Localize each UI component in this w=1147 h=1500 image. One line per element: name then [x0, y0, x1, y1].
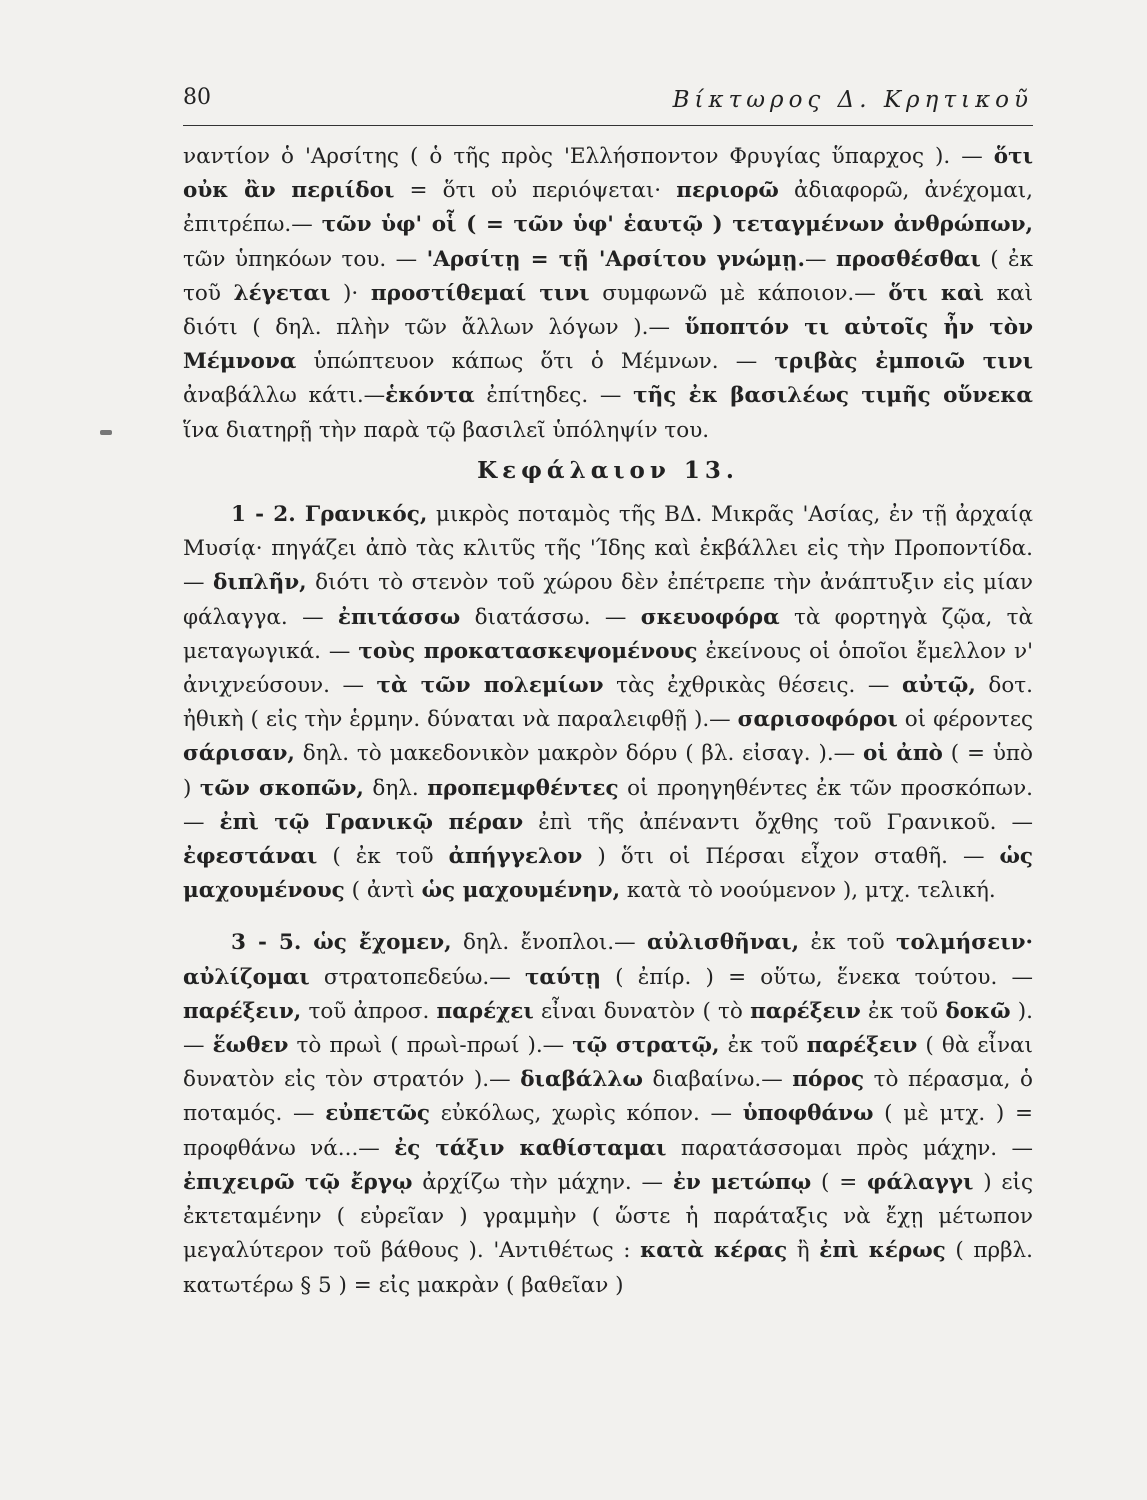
paragraph-1-2: 1 - 2. Γρανικός, μικρὸς ποταμὸς τῆς ΒΔ. Μικρᾶς 'Ασίας, ἐν τῇ ἀρχαίᾳ Μυσίᾳ· πηγάζει ἀπὸ τὰς κλιτῦς τῆς 'Ίδης καὶ ἐκβάλλει εἰς τὴν Προποντίδα. — διπλῆν, διότι τὸ στενὸν τοῦ χώρου δὲν ἐπέτρεπε τὴν ἀνάπτυξιν εἰς μίαν φάλαγγα. — ἐπιτάσσω διατάσσω. — σκευοφόρα τὰ φορτηγὰ ζῷα, τὰ μεταγωγικά. — τοὺς προκατασκεψομένους ἐκείνους οἱ ὁποῖοι ἔμελλον ν' ἀνιχνεύσουν. — τὰ τῶν πολεμίων τὰς ἐχθρικὰς θέσεις. — αὐτῷ, δοτ. ἠθικὴ ( εἰς τὴν ἑρμην. δύναται νὰ παραλειφθῇ ).— σαρισοφόροι οἱ φέροντες σάρισαν, δηλ. τὸ μακεδονικὸν μακρὸν δόρυ ( βλ. εἰσαγ. ).— οἱ ἀπὸ ( = ὑπὸ ) τῶν σκοπῶν, δηλ. προπεμφθέντες οἱ προηγηθέντες ἐκ τῶν προσκόπων.— ἐπὶ τῷ Γρανικῷ πέραν ἐπὶ τῆς ἀπέναντι ὄχθης τοῦ Γρανικοῦ. — ἐφεστάναι ( ἐκ τοῦ ἀπήγγελον ) ὅτι οἱ Πέρσαι εἶχον σταθῆ. — ὡς μαχουμένους ( ἀντὶ ὡς μαχουμένην, κατὰ τὸ νοούμενον ), μτχ. τελική. — [183, 502, 1034, 904]
paragraph-spacer — [183, 908, 1033, 926]
page-header — [183, 85, 1033, 126]
margin-mark — [100, 430, 112, 435]
chapter-heading: Κεφάλαιον 13. — [477, 456, 739, 484]
commentary-text — [183, 140, 1033, 1303]
running-head: Βίκτωρος Δ. Κρητικοῦ — [672, 87, 1033, 113]
paragraph-continuation: ναντίον ὁ 'Αρσίτης ( ὁ τῆς πρὸς 'Ελλήσποντον Φρυγίας ὕπαρχος ). — ὅτι οὐκ ἂν περιίδοι = ὅτι οὐ περιόψεται· περιορῶ ἀδιαφορῶ, ἀνέχομαι, ἐπιτρέπω.— τῶν ὑφ' οἷ ( = τῶν ὑφ' ἑαυτῷ ) τεταγμένων ἀνθρώπων, τῶν ὑπηκόων του. — 'Αρσίτῃ = τῇ 'Αρσίτου γνώμῃ.— προσθέσθαι ( ἐκ τοῦ λέγεται )· προστίθεμαί τινι συμφωνῶ μὲ κάποιον.— ὅτι καὶ καὶ διότι ( δηλ. πλὴν τῶν ἄλλων λόγων ).— ὕποπτόν τι αὐτοῖς ἦν τὸν Μέμνονα ὑπώπτευον κάπως ὅτι ὁ Μέμνων. — τριβὰς ἐμποιῶ τινι ἀναβάλλω κάτι.—ἑκόντα ἐπίτηδες. — τῆς ἐκ βασιλέως τιμῆς οὕνεκα ἵνα διατηρῇ τὴν παρὰ τῷ βασιλεῖ ὑπόληψίν του. — [183, 144, 1034, 443]
paragraph-3-5: 3 - 5. ὡς ἔχομεν, δηλ. ἔνοπλοι.— αὐλισθῆναι, ἐκ τοῦ τολμήσειν· αὐλίζομαι στρατοπεδεύω.— ταύτῃ ( ἐπίρ. ) = οὕτω, ἕνεκα τούτου. — παρέξειν, τοῦ ἀπροσ. παρέχει εἶναι δυνατὸν ( τὸ παρέξειν ἐκ τοῦ δοκῶ ).— ἕωθεν τὸ πρωὶ ( πρωὶ-πρωί ).— τῷ στρατῷ, ἐκ τοῦ παρέξειν ( θὰ εἶναι δυνατὸν εἰς τὸν στρατόν ).— διαβάλλω διαβαίνω.— πόρος τὸ πέρασμα, ὁ ποταμός. — εὐπετῶς εὐκόλως, χωρὶς κόπον. — ὑποφθάνω ( μὲ μτχ. ) = προφθάνω νά...— ἐς τάξιν καθίσταμαι παρατάσσομαι πρὸς μάχην. — ἐπιχειρῶ τῷ ἔργῳ ἀρχίζω τὴν μάχην. — ἐν μετώπῳ ( = φάλαγγι ) εἰς ἐκτεταμένην ( εὐρεῖαν ) γραμμὴν ( ὥστε ἡ παράταξις νὰ ἔχῃ μέτωπον μεγαλύτερον τοῦ βάθους ). 'Αντιθέτως : κατὰ κέρας ἢ ἐπὶ κέρως ( πρβλ. κατωτέρω § 5 ) = εἰς μακρὰν ( βαθεῖαν ) — [183, 930, 1034, 1298]
page-number: 80 — [183, 85, 211, 110]
